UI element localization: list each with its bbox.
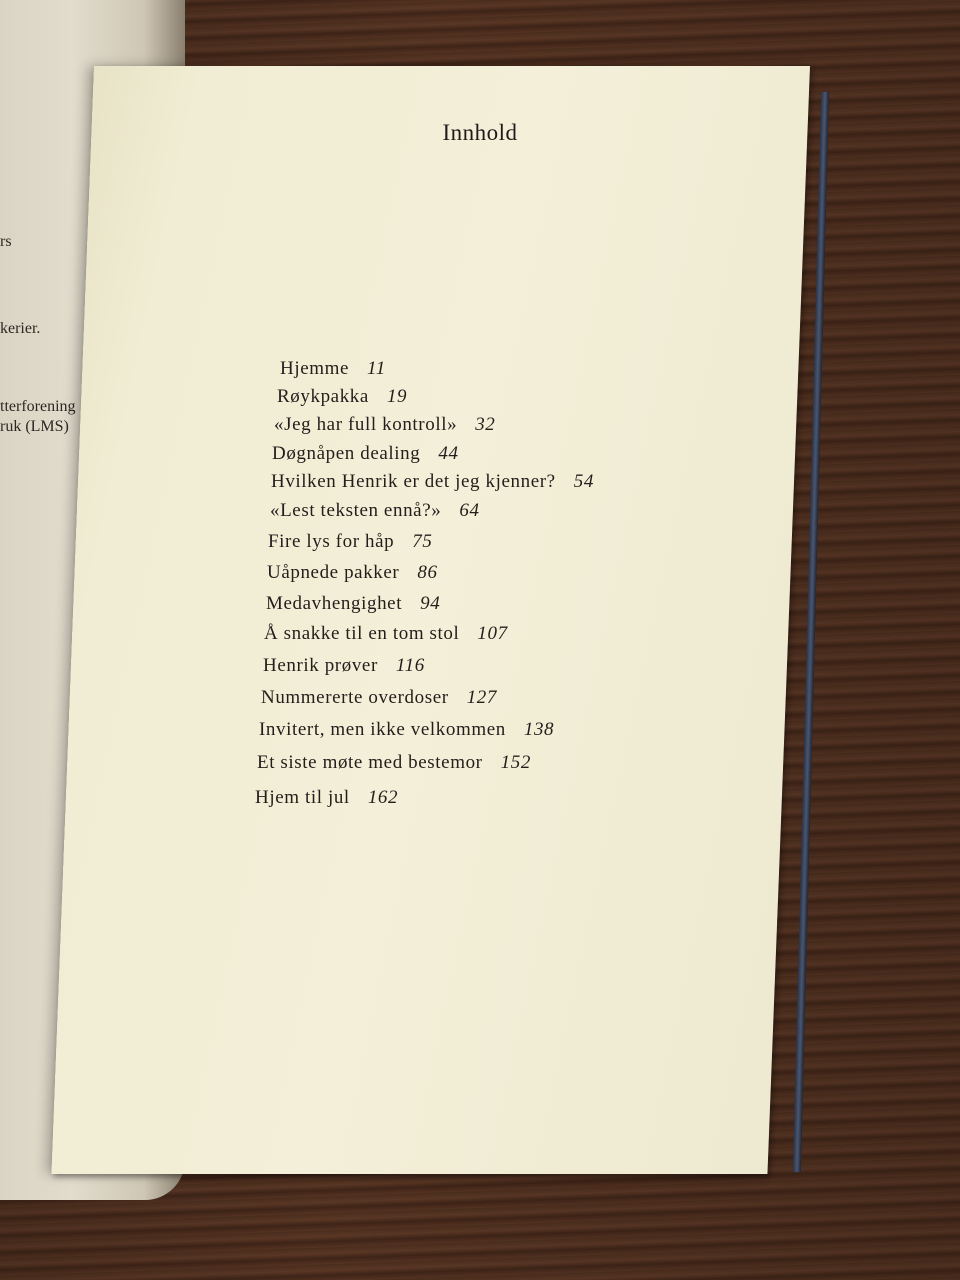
toc-entry-page: 11 [367,358,386,379]
toc-entry [270,500,480,522]
toc-entry-page: 86 [417,562,438,583]
toc-entry [272,443,459,465]
page-title: Innhold [442,120,518,145]
toc-entry [274,414,495,436]
toc-entry [261,687,497,709]
toc-entry-title: Et siste møte med bestemor [257,752,483,773]
toc-entry [268,531,432,553]
toc-entry-title: Å snakke til en tom stol [264,623,460,644]
toc-entry [255,787,398,809]
left-page-fragment: rs [0,233,12,250]
toc-entry-title: «Lest teksten ennå?» [270,500,442,521]
toc-entry-page: 162 [367,787,399,808]
toc-entry-title: Hjemme [280,358,350,379]
toc-entry-title: «Jeg har full kontroll» [274,414,458,435]
toc-entry-page: 75 [412,531,433,552]
toc-entry-title: Invitert, men ikke velkommen [259,719,506,740]
toc-entry-page: 138 [523,719,555,740]
left-page-fragment: kerier. [0,320,41,337]
toc-entry-title: Røykpakka [277,386,369,407]
toc-entry-title: Uåpnede pakker [267,562,400,583]
toc-entry-page: 64 [459,500,480,521]
toc-entry-title: Hvilken Henrik er det jeg kjenner? [271,471,556,492]
toc-entry-page: 152 [500,752,531,773]
toc-entry [263,655,425,677]
toc-entry-title: Fire lys for håp [268,531,395,552]
toc-entry [280,358,386,380]
toc-entry [277,386,407,408]
toc-entry-title: Henrik prøver [263,655,378,676]
toc-entry-page: 19 [386,386,408,407]
toc-entry-page: 32 [475,414,496,435]
toc-entry-title: Døgnåpen dealing [272,443,421,464]
toc-entry-page: 127 [466,687,497,708]
left-page-fragment: tterforening [0,398,76,415]
right-page [51,66,810,1174]
toc-entry [267,562,438,584]
toc-entry [257,752,531,774]
toc-entry-page: 94 [420,593,441,614]
toc-entry-title: Nummererte overdoser [261,687,449,708]
toc-entry [259,719,554,741]
toc-entry [266,593,440,615]
toc-entry-title: Hjem til jul [255,787,350,808]
left-page-fragment: ruk (LMS) [0,418,69,435]
toc-entry-page: 116 [395,655,425,676]
toc-entry [264,623,508,645]
toc-entry-page: 44 [438,443,459,464]
toc-entry-page: 54 [573,471,594,492]
toc-entry-page: 107 [477,623,508,644]
toc-entry-title: Medavhengighet [266,593,403,614]
toc-entry [271,471,594,493]
